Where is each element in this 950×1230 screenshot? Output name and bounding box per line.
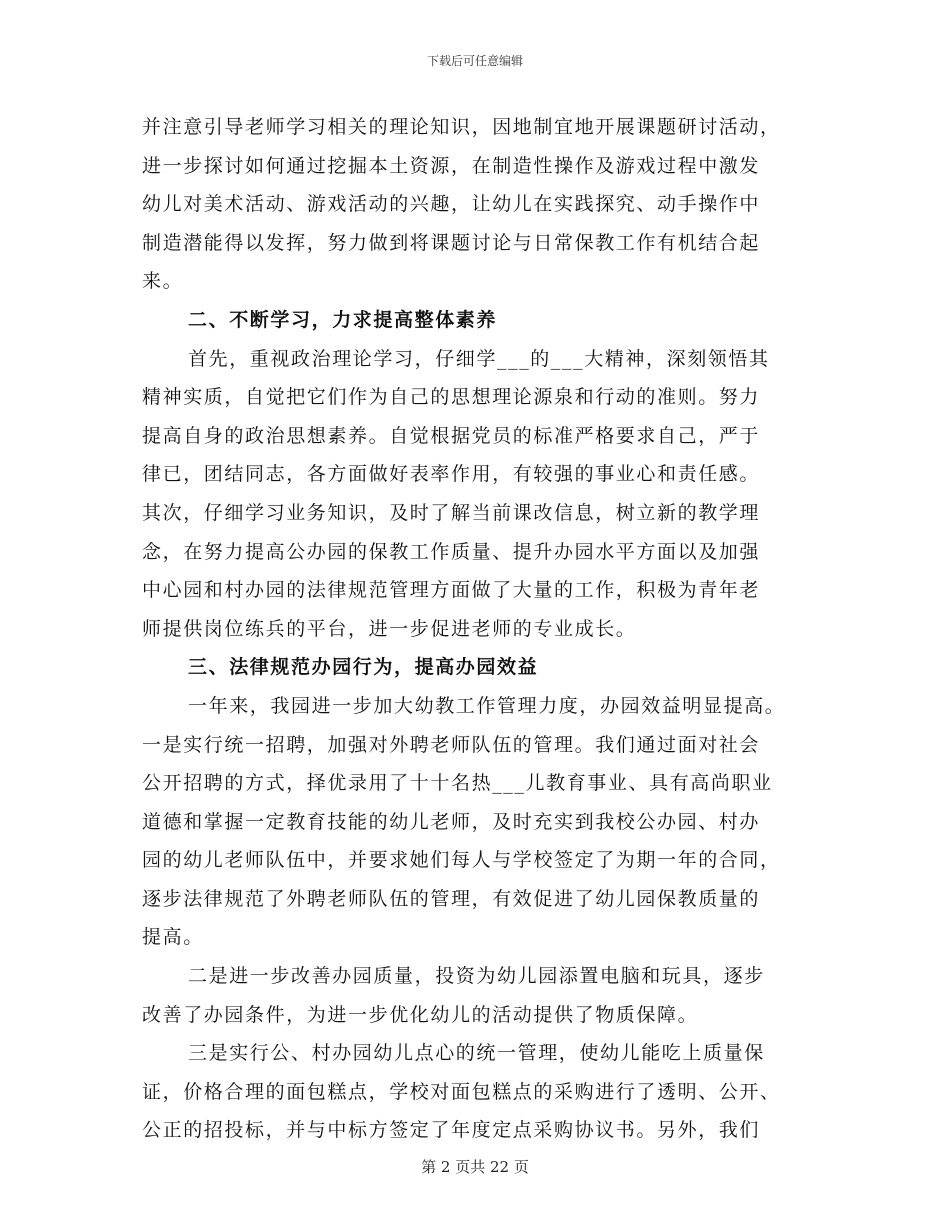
text-line: 精神实质，自觉把它们作为自己的思想理论源泉和行动的准则。努力 [142,386,761,409]
text-line: 逐步法律规范了外聘老师队伍的管理，有效促进了幼儿园保教质量的 [142,887,761,910]
text-line: 一是实行统一招聘，加强对外聘老师队伍的管理。我们通过面对社会 [142,733,761,756]
text-line: 进一步探讨如何通过挖掘本土资源，在制造性操作及游戏过程中激发 [142,154,761,177]
text-line: 二是进一步改善办园质量，投资为幼儿园添置电脑和玩具，逐步 [188,965,765,988]
text-line: 首先，重视政治理论学习，仔细学___的___大精神，深刻领悟其 [188,347,770,370]
text-line: 中心园和村办园的法律规范管理方面做了大量的工作，积极为青年老 [142,579,761,602]
document-body [142,108,808,1150]
text-line: 师提供岗位练兵的平台，进一步促进老师的专业成长。 [142,617,637,640]
section-heading: 三、法律规范办园行为，提高办园效益 [188,656,539,679]
page-footer: 第 2 页共 22 页 [421,1158,529,1176]
text-line: 公正的招投标，并与中标方签定了年度定点采购协议书。另外，我们 [142,1119,761,1142]
text-line: 并注意引导老师学习相关的理论知识，因地制宜地开展课题研讨活动， [142,116,781,138]
text-line: 三是实行公、村办园幼儿点心的统一管理，使幼儿能吃上质量保 [188,1042,765,1065]
text-line: 道德和掌握一定教育技能的幼儿老师，及时充实到我校公办园、村办 [142,810,761,833]
page-header: 下载后可任意编辑 [426,54,523,68]
text-line: 提高自身的政治思想素养。自觉根据党员的标准严格要求自己，严于 [142,424,761,447]
text-line: 公开招聘的方式，择优录用了十十名热___儿教育事业、具有高尚职业 [142,772,773,795]
text-line: 证，价格合理的面包糕点，学校对面包糕点的采购进行了透明、公开、 [142,1080,781,1103]
text-line: 律已，团结同志，各方面做好表率作用，有较强的事业心和责任感。 [142,463,761,486]
text-line: 其次，仔细学习业务知识，及时了解当前课改信息，树立新的教学理 [142,501,761,524]
text-line: 提高。 [142,926,204,949]
text-line: 幼儿对美术活动、游戏活动的兴趣，让幼儿在实践探究、动手操作中 [142,193,761,216]
text-line: 念，在努力提高公办园的保教工作质量、提升办园水平方面以及加强 [142,540,761,563]
text-line: 改善了办园条件，为进一步优化幼儿的活动提供了物质保障。 [142,1003,699,1026]
text-line: 园的幼儿老师队伍中，并要求她们每人与学校签定了为期一年的合同， [142,849,781,872]
text-line: 制造潜能得以发挥，努力做到将课题讨论与日常保教工作有机结合起 [142,231,761,254]
text-line: 来。 [142,270,184,293]
text-line: 一年来，我园进一步加大幼教工作管理力度，办园效益明显提高。 [188,694,786,717]
section-heading: 二、不断学习，力求提高整体素养 [188,308,498,331]
